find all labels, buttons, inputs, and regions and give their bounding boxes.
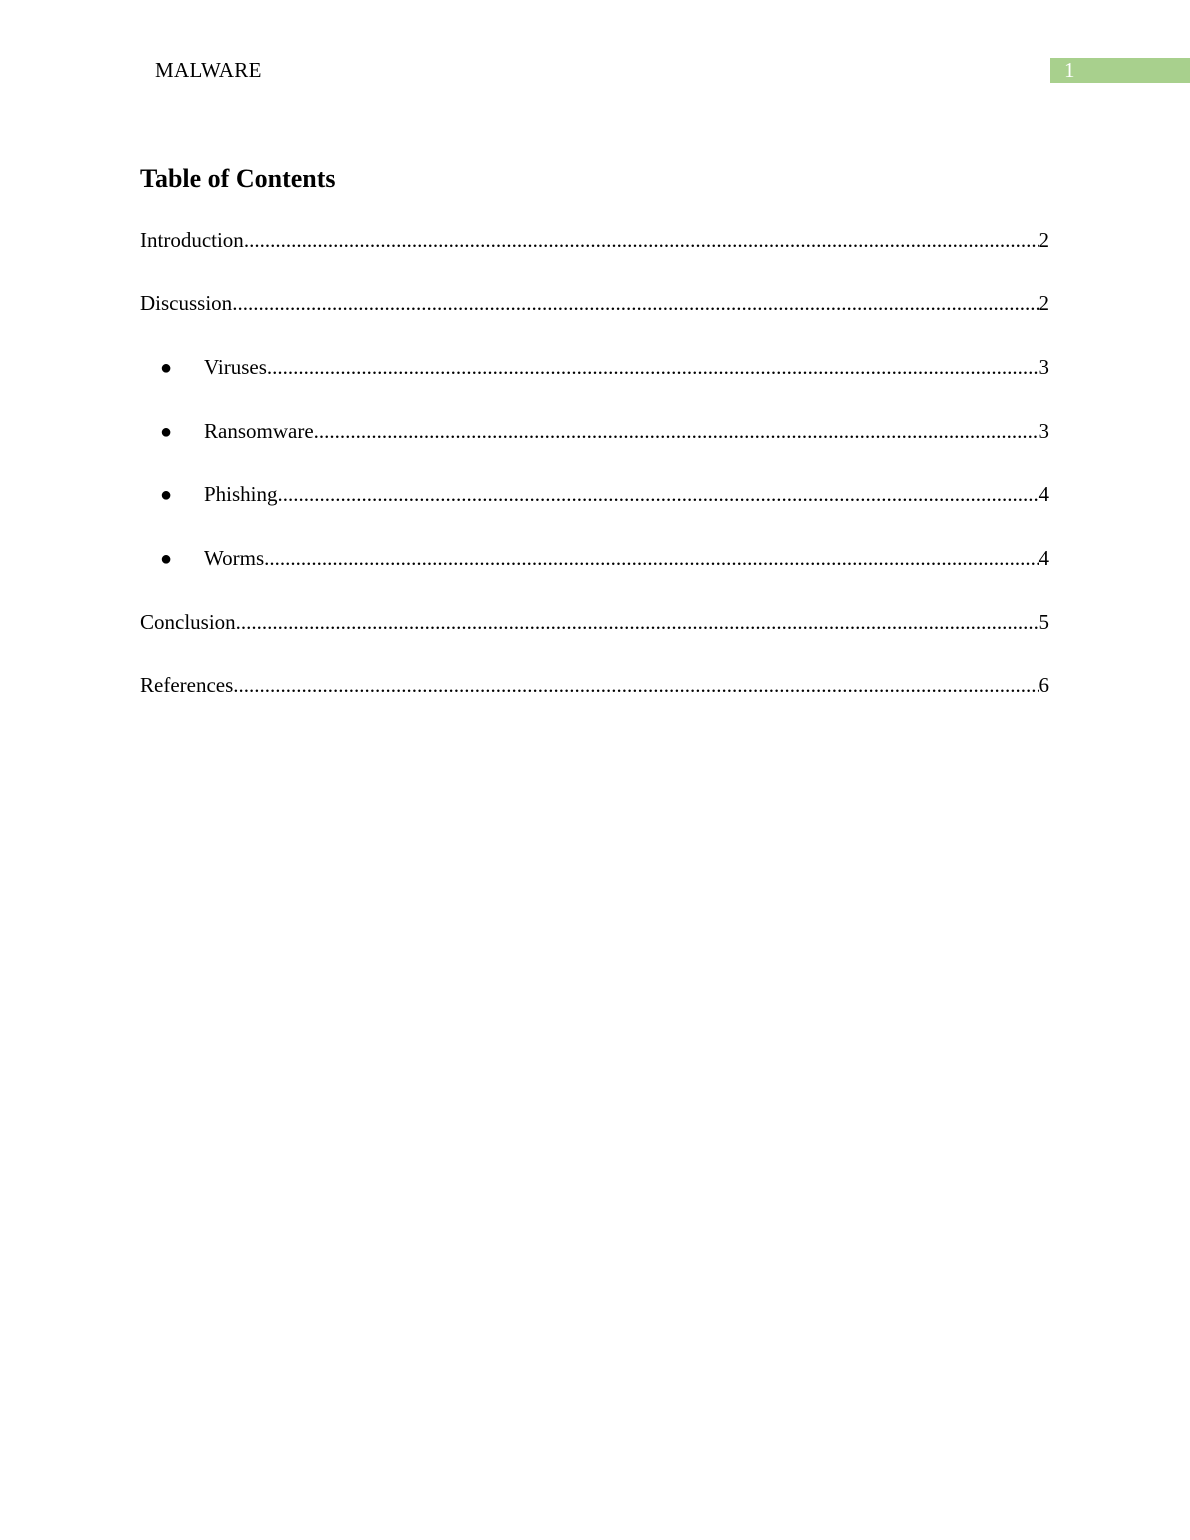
bullet-dot-icon: ● [160, 357, 173, 379]
toc-entry-label: Ransomware [204, 419, 314, 443]
page-number-band [1050, 58, 1190, 83]
toc-entry-introduction[interactable] [140, 226, 1049, 254]
toc-entry-label: Discussion [140, 291, 233, 315]
toc-entry-discussion[interactable] [140, 289, 1049, 317]
toc-leader-dots [236, 608, 1039, 636]
toc-entry-page: 2 [1038, 228, 1049, 252]
toc-entry-phishing[interactable] [140, 480, 1049, 508]
toc-leader-dots [244, 226, 1039, 254]
toc-entry-ransomware[interactable] [140, 417, 1049, 445]
toc-entry-page: 4 [1038, 482, 1049, 506]
toc-leader-dots [267, 353, 1039, 381]
toc-entry-page: 4 [1038, 546, 1049, 570]
toc-entry-page: 5 [1038, 610, 1049, 634]
toc-entry-page: 3 [1038, 355, 1049, 379]
toc-entry-label: Introduction [140, 228, 244, 252]
toc-entry-references[interactable] [140, 671, 1049, 699]
toc-entry-label: Worms [204, 546, 265, 570]
toc-entry-conclusion[interactable] [140, 608, 1049, 636]
bullet-dot-icon: ● [160, 421, 173, 443]
bullet-dot-icon: ● [160, 548, 173, 570]
toc-leader-dots [314, 417, 1039, 445]
toc-entry-label: Viruses [204, 355, 267, 379]
toc-entry-worms[interactable] [140, 544, 1049, 572]
toc-entry-label: Phishing [204, 482, 278, 506]
toc-leader-dots [232, 289, 1038, 317]
toc-heading: Table of Contents [140, 164, 336, 193]
toc-entry-label: References [140, 673, 234, 697]
toc-leader-dots [233, 671, 1038, 699]
toc-entry-page: 3 [1038, 419, 1049, 443]
toc-entry-page: 2 [1038, 291, 1049, 315]
toc-entry-label: Conclusion [140, 610, 236, 634]
bullet-dot-icon: ● [160, 484, 173, 506]
toc-leader-dots [278, 480, 1039, 508]
page-number: 1 [1064, 58, 1075, 82]
running-head-title: MALWARE [155, 58, 262, 82]
toc-leader-dots [264, 544, 1038, 572]
toc-entry-page: 6 [1038, 673, 1049, 697]
toc-entry-viruses[interactable] [140, 353, 1049, 381]
